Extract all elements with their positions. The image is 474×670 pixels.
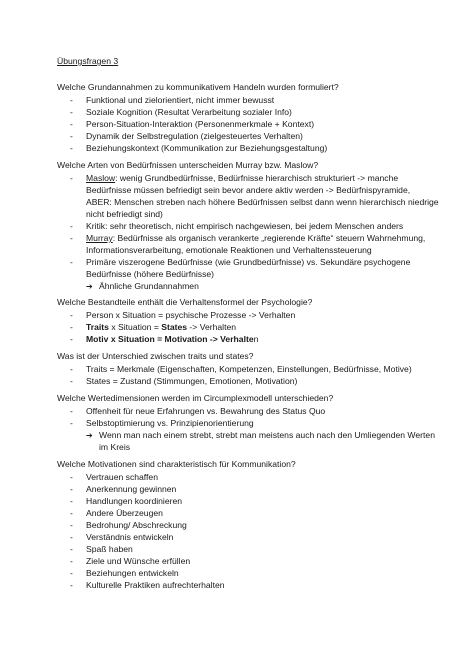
document-page: Übungsfragen 3 Welche Grundannahmen zu kommunikativem Handeln wurden formuliert? - Funktional und zielorientiert, nicht immer bewusst - Soziale Kognition (Resultat Verarbeitung sozialer Info) - Person-Situation-Interaktion (Personenmerkmale + Kontext) - Dynamik der Selbstregulation (zielgesteuertes Verhalten) - Beziehungskontext (Kommunikation zur Beziehungsgestaltung) Welche Arten von Bedürfnissen unterscheiden Murray bzw. Maslow? - Maslow: wenig Grundbedürfnisse, Bedürfnisse hierarchisch strukturiert -> manche Bedürfnisse müssen befriedigt sein bevor andere aktiv werden -> Bedürfnispyramide, ABER: Menschen streben nach höhere Bedürfnissen selbst dann wenn hierarchisch niedrige nicht befriedigt sind) - Kritik: sehr theoretisch, nicht empirisch nachgewiesen, bei jedem Menschen anders - Murray: Bedürfnisse als organisch verankerte „regierende Kräfte“ steuern Wahrnehmung, Informationsverarbeitung, emotionale Reaktionen und Verhaltenssteuerung - Primäre viszerogene Bedürfnisse (wie Grundbedürfnisse) vs. Sekundäre psychogene Bedürfnisse (höhere Bedürfnisse) ➔ Ähnliche Grundannahmen Welche Bestandteile enthält die Verhaltensformel der Psychologie? - Person x Situation = psychische Prozesse -> Verhalten - Traits x Situation = States -> Verhalten - Motiv x Situation = Motivation -> Verhalten Was ist der Unterschied zwischen traits und states? - Traits = Merkmale (Eigenschaften, Kompetenzen, Einstellungen, Bedürfnisse, Motive) - States = Zustand (Stimmungen, Emotionen, Motivation) Welche Wertedimensionen werden im Circumplexmodell unterschieden? - Offenheit für neue Erfahrungen vs. Bewahrung des Status Quo - Selbstoptimierung vs. Prinzipienorientierung ➔ Wenn man nach einem strebt, strebt man meistens auch nach den Umliegenden Werten im Kreis Welche Motivationen sind charakteristisch für Kommunikation? - Vertrauen schaffen - Anerkennung gewinnen - Handlungen koordinieren - Andere Überzeugen - Bedrohung/ Abschreckung - Verständnis entwickeln - Spaß haben - Ziele und Wünsche erfüllen - Beziehungen entwickeln - Kulturelle Praktiken aufrechterhalten [57, 56, 439, 590]
question-3: Welche Bestandteile enthält die Verhaltensformel der Psychologie? [57, 297, 313, 307]
question-5: Welche Wertedimensionen werden im Circumplexmodell unterschieden? [57, 393, 334, 403]
question-2: Welche Arten von Bedürfnissen unterscheiden Murray bzw. Maslow? [57, 160, 319, 170]
page-title: Übungsfragen 3 [57, 56, 119, 66]
question-1: Welche Grundannahmen zu kommunikativem Handeln wurden formuliert? [57, 82, 339, 92]
question-4: Was ist der Unterschied zwischen traits und states? [57, 351, 254, 361]
right-arrow-icon: ➔ [86, 282, 93, 291]
question-6: Welche Motivationen sind charakteristisch für Kommunikation? [57, 459, 296, 469]
right-arrow-icon: ➔ [86, 431, 93, 440]
